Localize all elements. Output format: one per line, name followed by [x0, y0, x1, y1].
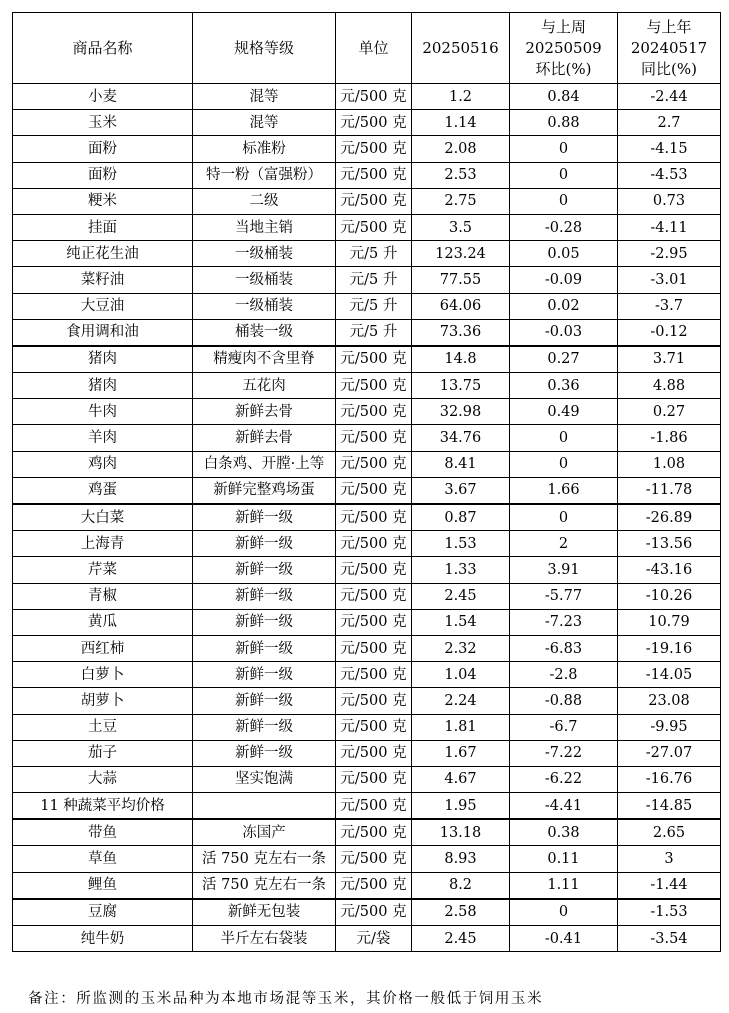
cell-yoy: -1.44	[618, 872, 721, 899]
table-row	[13, 872, 721, 899]
table-header	[13, 13, 721, 84]
price-table	[12, 12, 721, 952]
cell-spec: 精瘦肉不含里脊	[193, 346, 336, 373]
table-row	[13, 293, 721, 319]
cell-wow: 0.49	[510, 399, 618, 425]
cell-spec: 新鲜去骨	[193, 399, 336, 425]
cell-wow: -0.41	[510, 926, 618, 952]
header-yoy-line3: 同比(%)	[641, 59, 697, 78]
cell-wow: -4.41	[510, 793, 618, 820]
cell-price: 0.87	[412, 504, 510, 531]
cell-price: 32.98	[412, 399, 510, 425]
cell-name: 挂面	[13, 214, 193, 240]
cell-unit: 元/500 克	[336, 531, 412, 557]
cell-yoy: -13.56	[618, 531, 721, 557]
cell-price: 1.2	[412, 84, 510, 110]
cell-spec: 一级桶装	[193, 241, 336, 267]
cell-unit: 元/500 克	[336, 425, 412, 451]
header-date: 20250516	[412, 13, 510, 84]
cell-yoy: 3.71	[618, 346, 721, 373]
cell-spec: 坚实饱满	[193, 766, 336, 792]
cell-unit: 元/500 克	[336, 110, 412, 136]
cell-yoy: -1.53	[618, 899, 721, 926]
cell-name: 上海青	[13, 531, 193, 557]
cell-yoy: -2.44	[618, 84, 721, 110]
header-yoy-line1: 与上年	[646, 17, 692, 36]
table-row	[13, 110, 721, 136]
table-row	[13, 899, 721, 926]
table-row	[13, 241, 721, 267]
cell-unit: 元/500 克	[336, 373, 412, 399]
cell-wow: 0.84	[510, 84, 618, 110]
cell-spec: 新鲜去骨	[193, 425, 336, 451]
cell-price: 1.14	[412, 110, 510, 136]
cell-unit: 元/500 克	[336, 136, 412, 162]
cell-yoy: 23.08	[618, 688, 721, 714]
cell-price: 1.54	[412, 609, 510, 635]
cell-spec: 白条鸡、开膛·上等	[193, 451, 336, 477]
cell-wow: 0	[510, 451, 618, 477]
cell-wow: 3.91	[510, 557, 618, 583]
cell-wow: 0	[510, 188, 618, 214]
table-row	[13, 688, 721, 714]
cell-unit: 元/500 克	[336, 399, 412, 425]
cell-spec: 新鲜一级	[193, 504, 336, 531]
table-row	[13, 793, 721, 820]
cell-yoy: -11.78	[618, 477, 721, 504]
cell-yoy: -43.16	[618, 557, 721, 583]
cell-unit: 元/500 克	[336, 346, 412, 373]
cell-unit: 元/5 升	[336, 267, 412, 293]
table-row	[13, 267, 721, 293]
cell-unit: 元/5 升	[336, 241, 412, 267]
cell-spec: 特一粉（富强粉）	[193, 162, 336, 188]
cell-spec: 新鲜一级	[193, 531, 336, 557]
cell-price: 1.67	[412, 740, 510, 766]
cell-wow: -0.28	[510, 214, 618, 240]
table-row	[13, 635, 721, 661]
cell-wow: -6.22	[510, 766, 618, 792]
header-yoy	[618, 13, 721, 84]
cell-spec	[193, 793, 336, 820]
cell-unit: 元/500 克	[336, 899, 412, 926]
cell-name: 鲤鱼	[13, 872, 193, 899]
cell-yoy: -19.16	[618, 635, 721, 661]
cell-yoy: 10.79	[618, 609, 721, 635]
table-row	[13, 451, 721, 477]
cell-name: 猪肉	[13, 346, 193, 373]
cell-yoy: 2.7	[618, 110, 721, 136]
cell-wow: 0.02	[510, 293, 618, 319]
cell-name: 大白菜	[13, 504, 193, 531]
cell-wow: 0	[510, 162, 618, 188]
cell-price: 64.06	[412, 293, 510, 319]
cell-price: 1.81	[412, 714, 510, 740]
cell-spec: 新鲜一级	[193, 609, 336, 635]
header-wow-line2: 20250509	[525, 38, 602, 57]
cell-name: 带鱼	[13, 819, 193, 846]
cell-unit: 元/500 克	[336, 451, 412, 477]
cell-price: 4.67	[412, 766, 510, 792]
cell-name: 大蒜	[13, 766, 193, 792]
cell-unit: 元/500 克	[336, 188, 412, 214]
cell-name: 西红柿	[13, 635, 193, 661]
table-body	[13, 84, 721, 952]
cell-spec: 活 750 克左右一条	[193, 846, 336, 872]
cell-yoy: -2.95	[618, 241, 721, 267]
cell-unit: 元/5 升	[336, 293, 412, 319]
cell-spec: 冻国产	[193, 819, 336, 846]
cell-spec: 新鲜一级	[193, 740, 336, 766]
cell-price: 2.58	[412, 899, 510, 926]
cell-unit: 元/500 克	[336, 635, 412, 661]
cell-name: 食用调和油	[13, 319, 193, 346]
table-row	[13, 373, 721, 399]
cell-unit: 元/500 克	[336, 557, 412, 583]
cell-yoy: -26.89	[618, 504, 721, 531]
cell-name: 胡萝卜	[13, 688, 193, 714]
cell-spec: 混等	[193, 110, 336, 136]
cell-name: 面粉	[13, 136, 193, 162]
cell-price: 1.04	[412, 662, 510, 688]
table-row	[13, 477, 721, 504]
cell-price: 2.45	[412, 583, 510, 609]
cell-spec: 新鲜一级	[193, 557, 336, 583]
cell-unit: 元/5 升	[336, 319, 412, 346]
cell-spec: 混等	[193, 84, 336, 110]
table-row	[13, 926, 721, 952]
header-wow-line1: 与上周	[540, 17, 586, 36]
cell-yoy: -4.11	[618, 214, 721, 240]
cell-price: 1.33	[412, 557, 510, 583]
cell-unit: 元/500 克	[336, 504, 412, 531]
table-row	[13, 399, 721, 425]
cell-price: 34.76	[412, 425, 510, 451]
cell-name: 粳米	[13, 188, 193, 214]
cell-name: 11 种蔬菜平均价格	[13, 793, 193, 820]
cell-price: 14.8	[412, 346, 510, 373]
cell-name: 牛肉	[13, 399, 193, 425]
cell-name: 鸡肉	[13, 451, 193, 477]
cell-yoy: -3.7	[618, 293, 721, 319]
table-row	[13, 214, 721, 240]
cell-name: 大豆油	[13, 293, 193, 319]
cell-price: 2.24	[412, 688, 510, 714]
cell-price: 3.67	[412, 477, 510, 504]
cell-yoy: -27.07	[618, 740, 721, 766]
cell-yoy: 0.27	[618, 399, 721, 425]
cell-yoy: -1.86	[618, 425, 721, 451]
cell-name: 黄瓜	[13, 609, 193, 635]
cell-price: 77.55	[412, 267, 510, 293]
cell-price: 8.41	[412, 451, 510, 477]
cell-yoy: 0.73	[618, 188, 721, 214]
cell-spec: 新鲜一级	[193, 662, 336, 688]
cell-unit: 元/500 克	[336, 793, 412, 820]
cell-price: 73.36	[412, 319, 510, 346]
table-row	[13, 819, 721, 846]
cell-spec: 五花肉	[193, 373, 336, 399]
cell-spec: 标准粉	[193, 136, 336, 162]
cell-name: 豆腐	[13, 899, 193, 926]
cell-wow: 0.05	[510, 241, 618, 267]
cell-name: 菜籽油	[13, 267, 193, 293]
cell-yoy: -4.15	[618, 136, 721, 162]
cell-unit: 元/500 克	[336, 846, 412, 872]
cell-wow: 1.66	[510, 477, 618, 504]
cell-yoy: -16.76	[618, 766, 721, 792]
cell-price: 13.18	[412, 819, 510, 846]
cell-wow: 0.36	[510, 373, 618, 399]
header-name: 商品名称	[13, 13, 193, 84]
cell-name: 玉米	[13, 110, 193, 136]
cell-wow: -6.7	[510, 714, 618, 740]
cell-unit: 元/500 克	[336, 162, 412, 188]
cell-price: 2.45	[412, 926, 510, 952]
cell-unit: 元/500 克	[336, 688, 412, 714]
table-row	[13, 846, 721, 872]
cell-price: 13.75	[412, 373, 510, 399]
table-row	[13, 662, 721, 688]
cell-name: 草鱼	[13, 846, 193, 872]
cell-wow: -6.83	[510, 635, 618, 661]
cell-spec: 半斤左右袋装	[193, 926, 336, 952]
cell-name: 猪肉	[13, 373, 193, 399]
cell-spec: 一级桶装	[193, 293, 336, 319]
cell-wow: -7.22	[510, 740, 618, 766]
cell-name: 白萝卜	[13, 662, 193, 688]
cell-wow: -0.03	[510, 319, 618, 346]
header-yoy-line2: 20240517	[630, 38, 708, 57]
table-row	[13, 188, 721, 214]
cell-wow: 0.11	[510, 846, 618, 872]
cell-price: 2.75	[412, 188, 510, 214]
table-row	[13, 504, 721, 531]
cell-wow: 0	[510, 136, 618, 162]
cell-spec: 当地主销	[193, 214, 336, 240]
cell-unit: 元/500 克	[336, 662, 412, 688]
cell-name: 青椒	[13, 583, 193, 609]
cell-wow: -5.77	[510, 583, 618, 609]
cell-wow: 2	[510, 531, 618, 557]
cell-wow: -0.88	[510, 688, 618, 714]
cell-yoy: -0.12	[618, 319, 721, 346]
cell-price: 1.53	[412, 531, 510, 557]
cell-yoy: -10.26	[618, 583, 721, 609]
cell-unit: 元/500 克	[336, 84, 412, 110]
cell-yoy: -14.85	[618, 793, 721, 820]
cell-name: 芹菜	[13, 557, 193, 583]
table-row	[13, 714, 721, 740]
cell-wow: 0.38	[510, 819, 618, 846]
cell-price: 8.93	[412, 846, 510, 872]
table-row	[13, 162, 721, 188]
cell-wow: -7.23	[510, 609, 618, 635]
table-row	[13, 425, 721, 451]
cell-unit: 元/500 克	[336, 214, 412, 240]
cell-wow: -2.8	[510, 662, 618, 688]
cell-yoy: 2.65	[618, 819, 721, 846]
cell-yoy: 1.08	[618, 451, 721, 477]
cell-price: 3.5	[412, 214, 510, 240]
cell-name: 小麦	[13, 84, 193, 110]
table-row	[13, 84, 721, 110]
footnote: 备注：所监测的玉米品种为本地市场混等玉米，其价格一般低于饲用玉米	[28, 991, 544, 1007]
cell-unit: 元/500 克	[336, 819, 412, 846]
cell-yoy: -3.54	[618, 926, 721, 952]
cell-spec: 新鲜一级	[193, 635, 336, 661]
cell-unit: 元/500 克	[336, 583, 412, 609]
cell-unit: 元/500 克	[336, 766, 412, 792]
cell-price: 123.24	[412, 241, 510, 267]
cell-wow: -0.09	[510, 267, 618, 293]
cell-wow: 1.11	[510, 872, 618, 899]
cell-yoy: -4.53	[618, 162, 721, 188]
cell-spec: 一级桶装	[193, 267, 336, 293]
cell-wow: 0	[510, 425, 618, 451]
cell-wow: 0.27	[510, 346, 618, 373]
cell-name: 羊肉	[13, 425, 193, 451]
table-row	[13, 583, 721, 609]
cell-spec: 活 750 克左右一条	[193, 872, 336, 899]
cell-price: 2.53	[412, 162, 510, 188]
cell-yoy: 4.88	[618, 373, 721, 399]
cell-name: 茄子	[13, 740, 193, 766]
cell-unit: 元/500 克	[336, 740, 412, 766]
cell-wow: 0	[510, 504, 618, 531]
table-row	[13, 136, 721, 162]
cell-spec: 新鲜一级	[193, 583, 336, 609]
cell-unit: 元/500 克	[336, 872, 412, 899]
cell-price: 2.32	[412, 635, 510, 661]
cell-price: 8.2	[412, 872, 510, 899]
cell-price: 2.08	[412, 136, 510, 162]
cell-price: 1.95	[412, 793, 510, 820]
cell-unit: 元/500 克	[336, 609, 412, 635]
header-spec: 规格等级	[193, 13, 336, 84]
table-row	[13, 346, 721, 373]
cell-spec: 新鲜无包装	[193, 899, 336, 926]
cell-spec: 二级	[193, 188, 336, 214]
cell-name: 纯正花生油	[13, 241, 193, 267]
cell-unit: 元/袋	[336, 926, 412, 952]
cell-name: 土豆	[13, 714, 193, 740]
cell-spec: 新鲜一级	[193, 688, 336, 714]
header-wow-line3: 环比(%)	[535, 59, 592, 78]
cell-yoy: 3	[618, 846, 721, 872]
table-row	[13, 319, 721, 346]
header-wow	[510, 13, 618, 84]
cell-yoy: -3.01	[618, 267, 721, 293]
cell-spec: 桶装一级	[193, 319, 336, 346]
cell-yoy: -9.95	[618, 714, 721, 740]
cell-unit: 元/500 克	[336, 477, 412, 504]
table-row	[13, 609, 721, 635]
cell-yoy: -14.05	[618, 662, 721, 688]
cell-name: 面粉	[13, 162, 193, 188]
cell-spec: 新鲜一级	[193, 714, 336, 740]
table-row	[13, 557, 721, 583]
table-row	[13, 531, 721, 557]
table-row	[13, 766, 721, 792]
cell-name: 鸡蛋	[13, 477, 193, 504]
table-row	[13, 740, 721, 766]
cell-spec: 新鲜完整鸡场蛋	[193, 477, 336, 504]
cell-name: 纯牛奶	[13, 926, 193, 952]
header-unit: 单位	[336, 13, 412, 84]
cell-wow: 0.88	[510, 110, 618, 136]
cell-wow: 0	[510, 899, 618, 926]
cell-unit: 元/500 克	[336, 714, 412, 740]
